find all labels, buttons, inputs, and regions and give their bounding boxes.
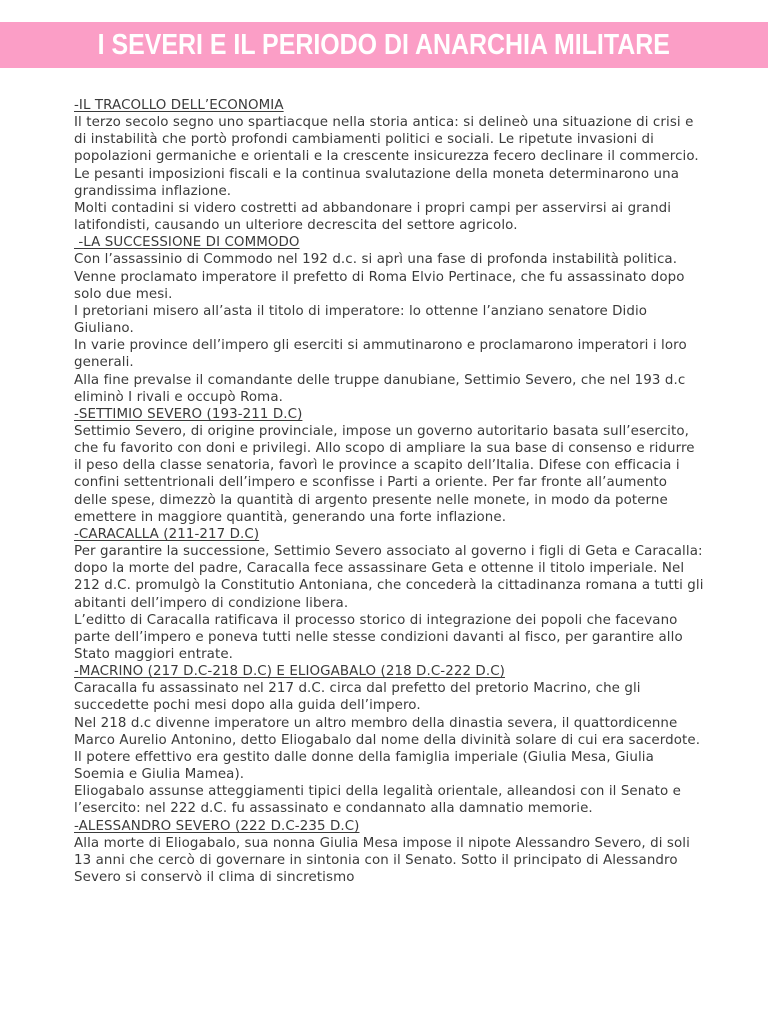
paragraph: Caracalla fu assassinato nel 217 d.C. circa dal prefetto del pretorio Macrino, che gli succedette pochi mesi dopo alla guida dell’impero. xyxy=(74,681,641,714)
paragraph: In varie province dell’impero gli eserciti si ammutinarono e proclamarono imperatori i loro generali. xyxy=(74,338,687,371)
paragraph: Alla fine prevalse il comandante delle truppe danubiane, Settimio Severo, che nel 193 d.c eliminò I rivali e occupò Roma. xyxy=(74,372,686,405)
paragraph: Nel 218 d.c divenne imperatore un altro membro della dinastia severa, il quattordicenne Marco Aurelio Antonino, detto Eliogabalo dal nome della divinità solare di cui era sacerdote. Il potere effettivo era gestito dalle donne della famiglia imperiale (Giulia Mesa, Giulia Soemia e Giulia Mamea). xyxy=(74,715,701,783)
paragraph: Settimio Severo, di origine provinciale, impose un governo autoritario basata sull’esercito, che fu favorito con doni e privilegi. Allo scopo di ampliare la sua base di consenso e ridurre il peso della classe senatoria, favorì le province a scapito dell’Italia. Difese con efficacia i confini settentrionali dell’impero e sconfisse i Parti a oriente. Per far fronte all’aumento delle spese, dimezzò la quantità di argento presente nelle monete, in modo da poterne emettere in maggiore quantità, generando una forte inflazione. xyxy=(74,423,695,525)
page-title: I SEVERI E IL PERIODO DI ANARCHIA MILITARE xyxy=(97,28,671,61)
section-heading: -IL TRACOLLO DELL’ECONOMIA xyxy=(74,98,284,113)
paragraph: L’editto di Caracalla ratificava il processo storico di integrazione dei popoli che facevano parte dell’impero e poneva tutti nelle stesse condizioni davanti al fisco, per garantire allo Stato maggiori entrate. xyxy=(74,612,683,662)
paragraph: Il terzo secolo segno uno spartiacque nella storia antica: si delineò una situazione di crisi e di instabilità che portò profondi cambiamenti politici e sociali. Le ripetute invasioni di popolazioni germaniche e orientali e la crescente insicurezza fecero declinare il commercio. xyxy=(74,115,699,165)
title-banner xyxy=(0,22,768,68)
section-heading: -SETTIMIO SEVERO (193-211 D.C) xyxy=(74,406,303,422)
section-heading: -ALESSANDRO SEVERO (222 D.C-235 D.C) xyxy=(74,818,360,834)
paragraph: I pretoriani misero all’asta il titolo di imperatore: lo ottenne l’anziano senatore Didio Giuliano. xyxy=(74,303,648,337)
paragraph: Alla morte di Eliogabalo, sua nonna Giulia Mesa impose il nipote Alessandro Severo, di soli 13 anni che cercò di governare in sintonia con il Senato. Sotto il principato di Alessandro Severo si conservò il clima di sincretismo xyxy=(74,835,690,886)
paragraph: Le pesanti imposizioni fiscali e la continua svalutazione della moneta determinarono una grandissima inflazione. xyxy=(74,166,679,199)
paragraph: Eliogabalo assunse atteggiamenti tipici della legalità orientale, alleandosi con il Senato e l’esercito: nel 222 d.C. fu assassinato e condannato alla damnatio memorie. xyxy=(74,784,681,817)
section-heading: -LA SUCCESSIONE DI COMMODO xyxy=(74,235,300,251)
paragraph: Per garantire la successione, Settimio Severo associato al governo i figli di Geta e Caracalla: dopo la morte del padre, Caracalla fece assassinare Geta e ottenne il titolo imperiale. Nel 212 d.C. promulgò la Constitutio Antoniana, che concederà la cittadinanza romana a tutti gli abitanti dell’impero di condizione libera. xyxy=(74,544,704,611)
paragraph: Venne proclamato imperatore il prefetto di Roma Elvio Pertinace, che fu assassinato dopo solo due mesi. xyxy=(74,269,685,302)
section-heading: -MACRINO (217 D.C-218 D.C) E ELIOGABALO (218 D.C-222 D.C) xyxy=(74,664,505,680)
section-heading: -CARACALLA (211-217 D.C) xyxy=(74,526,260,542)
paragraph: Con l’assassinio di Commodo nel 192 d.c. si aprì una fase di profonda instabilità politica. xyxy=(74,252,678,268)
document-body xyxy=(74,97,704,886)
paragraph: Molti contadini si videro costretti ad abbandonare i propri campi per asservirsi ai grandi latifondisti, causando un ulteriore decrescita del settore agricolo. xyxy=(74,200,672,234)
